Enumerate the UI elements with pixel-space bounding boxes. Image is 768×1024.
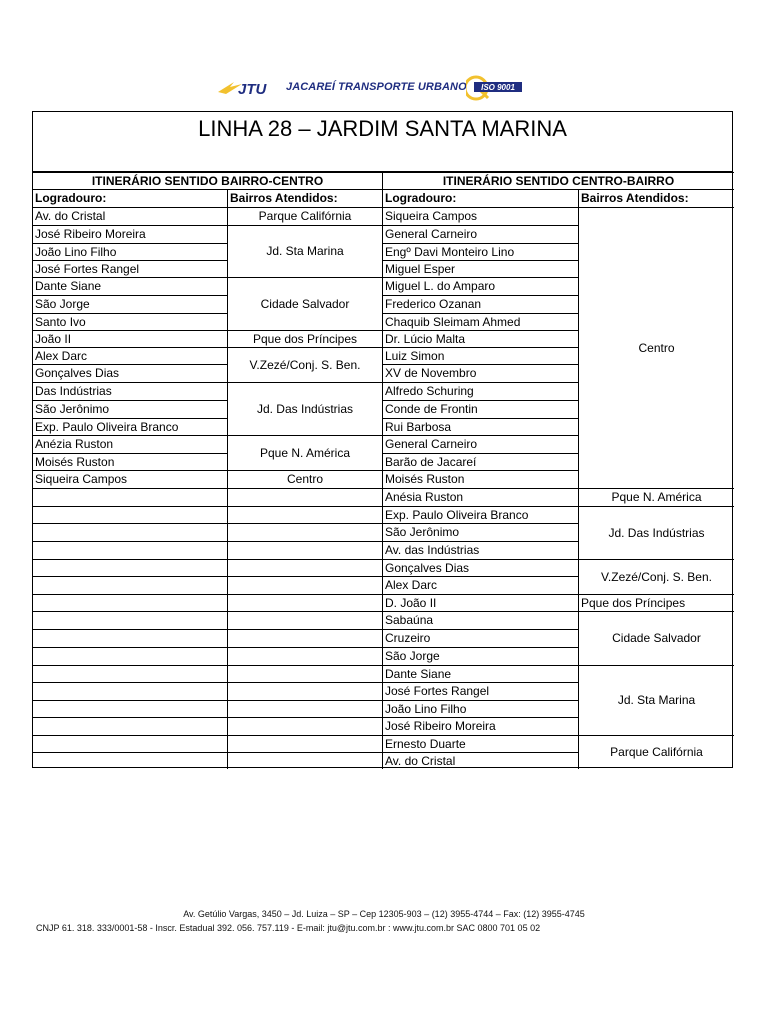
right-street-cell: Av. do Cristal (382, 752, 578, 769)
left-street-cell: Av. do Cristal (33, 207, 227, 225)
right-bairro-cell: V.Zezé/Conj. S. Ben. (578, 559, 734, 594)
empty-cell (227, 611, 382, 629)
right-street-cell: João Lino Filho (382, 700, 578, 717)
left-street-cell: João Lino Filho (33, 243, 227, 260)
left-street-cell: Moisés Ruston (33, 453, 227, 470)
empty-cell (33, 506, 227, 523)
right-bairro-cell: Jd. Sta Marina (578, 665, 734, 735)
right-street-cell: José Ribeiro Moreira (382, 717, 578, 735)
itinerary-sheet (32, 111, 733, 768)
right-street-cell: José Fortes Rangel (382, 682, 578, 700)
right-street-cell: São Jerônimo (382, 523, 578, 541)
empty-cell (227, 576, 382, 594)
right-street-cell: Dr. Lúcio Malta (382, 330, 578, 347)
header (0, 74, 768, 104)
left-bairro-cell: Pque dos Príncipes (227, 330, 382, 347)
empty-cell (33, 541, 227, 559)
right-street-cell: Engº Davi Monteiro Lino (382, 243, 578, 260)
right-street-cell: Frederico Ozanan (382, 295, 578, 313)
left-street-cell: Siqueira Campos (33, 470, 227, 488)
empty-cell (33, 647, 227, 665)
right-street-cell: Rui Barbosa (382, 418, 578, 435)
right-bairro-cell: Cidade Salvador (578, 611, 734, 665)
left-street-cell: São Jorge (33, 295, 227, 313)
right-bairro-cell: Centro (578, 207, 734, 488)
empty-cell (227, 541, 382, 559)
right-street-cell: Sabaúna (382, 611, 578, 629)
left-street-cell: Exp. Paulo Oliveira Branco (33, 418, 227, 435)
left-street-cell: Anézia Ruston (33, 435, 227, 453)
left-col-street-header: Logradouro: (33, 189, 227, 207)
right-street-cell: Cruzeiro (382, 629, 578, 647)
empty-cell (227, 735, 382, 752)
empty-cell (227, 717, 382, 735)
right-col-bairro-header: Bairros Atendidos: (578, 189, 734, 207)
right-bairro-cell: Parque Califórnia (578, 735, 734, 769)
right-street-cell: Exp. Paulo Oliveira Branco (382, 506, 578, 523)
right-street-cell: D. João II (382, 594, 578, 611)
right-street-cell: Gonçalves Dias (382, 559, 578, 576)
empty-cell (227, 752, 382, 769)
right-street-cell: Dante Siane (382, 665, 578, 682)
iso-logo-text: ISO 9001 (481, 83, 515, 92)
right-street-cell: Av. das Indústrias (382, 541, 578, 559)
left-street-cell: João II (33, 330, 227, 347)
empty-cell (227, 506, 382, 523)
empty-cell (227, 700, 382, 717)
right-street-cell: General Carneiro (382, 225, 578, 243)
footer-contacts: CNJP 61. 318. 333/0001-58 - Inscr. Estadual 392. 056. 757.119 - E-mail: jtu@jtu.com.br : www.jtu.com.br SAC 0800 701 05 02 (36, 923, 541, 933)
left-col-bairro-header: Bairros Atendidos: (227, 189, 382, 207)
right-bairro-cell: Jd. Das Indústrias (578, 506, 734, 559)
empty-cell (33, 717, 227, 735)
empty-cell (33, 611, 227, 629)
right-street-cell: Miguel Esper (382, 260, 578, 277)
left-route-heading: ITINERÁRIO SENTIDO BAIRRO-CENTRO (33, 172, 382, 189)
empty-cell (33, 665, 227, 682)
empty-cell (33, 559, 227, 576)
right-street-cell: XV de Novembro (382, 364, 578, 382)
left-bairro-cell: Jd. Das Indústrias (227, 382, 382, 435)
left-street-cell: José Fortes Rangel (33, 260, 227, 277)
empty-cell (33, 682, 227, 700)
iso-9001-logo (466, 74, 526, 102)
right-bairro-cell: Pque dos Príncipes (578, 594, 734, 611)
right-street-cell: Ernesto Duarte (382, 735, 578, 752)
empty-cell (33, 735, 227, 752)
empty-cell (227, 665, 382, 682)
right-street-cell: Luiz Simon (382, 347, 578, 364)
right-street-cell: Chaquib Sleimam Ahmed (382, 313, 578, 330)
left-bairro-cell: V.Zezé/Conj. S. Ben. (227, 347, 382, 382)
empty-cell (227, 682, 382, 700)
left-street-cell: Dante Siane (33, 277, 227, 295)
left-bairro-cell: Centro (227, 470, 382, 488)
right-street-cell: Alfredo Schuring (382, 382, 578, 400)
left-bairro-cell: Jd. Sta Marina (227, 225, 382, 277)
left-bairro-cell: Cidade Salvador (227, 277, 382, 330)
right-col-street-header: Logradouro: (382, 189, 578, 207)
right-street-cell: Anésia Ruston (382, 488, 578, 506)
page-title: LINHA 28 – JARDIM SANTA MARINA (198, 116, 567, 141)
right-street-cell: Miguel L. do Amparo (382, 277, 578, 295)
right-street-cell: São Jorge (382, 647, 578, 665)
empty-cell (33, 700, 227, 717)
left-street-cell: Das Indústrias (33, 382, 227, 400)
left-street-cell: São Jerônimo (33, 400, 227, 418)
left-street-cell: Alex Darc (33, 347, 227, 364)
empty-cell (227, 523, 382, 541)
jtu-logo (216, 78, 278, 98)
right-street-cell: Moisés Ruston (382, 470, 578, 488)
empty-cell (33, 594, 227, 611)
left-street-cell: Santo Ivo (33, 313, 227, 330)
company-name: JACAREÍ TRANSPORTE URBANO (286, 81, 467, 93)
left-street-cell: Gonçalves Dias (33, 364, 227, 382)
right-route-heading: ITINERÁRIO SENTIDO CENTRO-BAIRRO (382, 172, 734, 189)
right-bairro-cell: Pque N. América (578, 488, 734, 506)
empty-cell (227, 559, 382, 576)
empty-cell (227, 629, 382, 647)
right-street-cell: Siqueira Campos (382, 207, 578, 225)
left-bairro-cell: Parque Califórnia (227, 207, 382, 225)
empty-cell (227, 594, 382, 611)
empty-cell (33, 576, 227, 594)
right-street-cell: Barão de Jacareí (382, 453, 578, 470)
right-street-cell: General Carneiro (382, 435, 578, 453)
right-street-cell: Alex Darc (382, 576, 578, 594)
empty-cell (33, 523, 227, 541)
left-bairro-cell: Pque N. América (227, 435, 382, 470)
empty-cell (33, 752, 227, 769)
right-street-cell: Conde de Frontin (382, 400, 578, 418)
left-street-cell: José Ribeiro Moreira (33, 225, 227, 243)
empty-cell (227, 488, 382, 506)
empty-cell (33, 488, 227, 506)
jtu-logo-text: JTU (238, 81, 267, 98)
footer-address: Av. Getúlio Vargas, 3450 – Jd. Luiza – SP – Cep 12305-903 – (12) 3955-4744 – Fax: (12) 3955-4745 (183, 909, 585, 919)
empty-cell (227, 647, 382, 665)
empty-cell (33, 629, 227, 647)
